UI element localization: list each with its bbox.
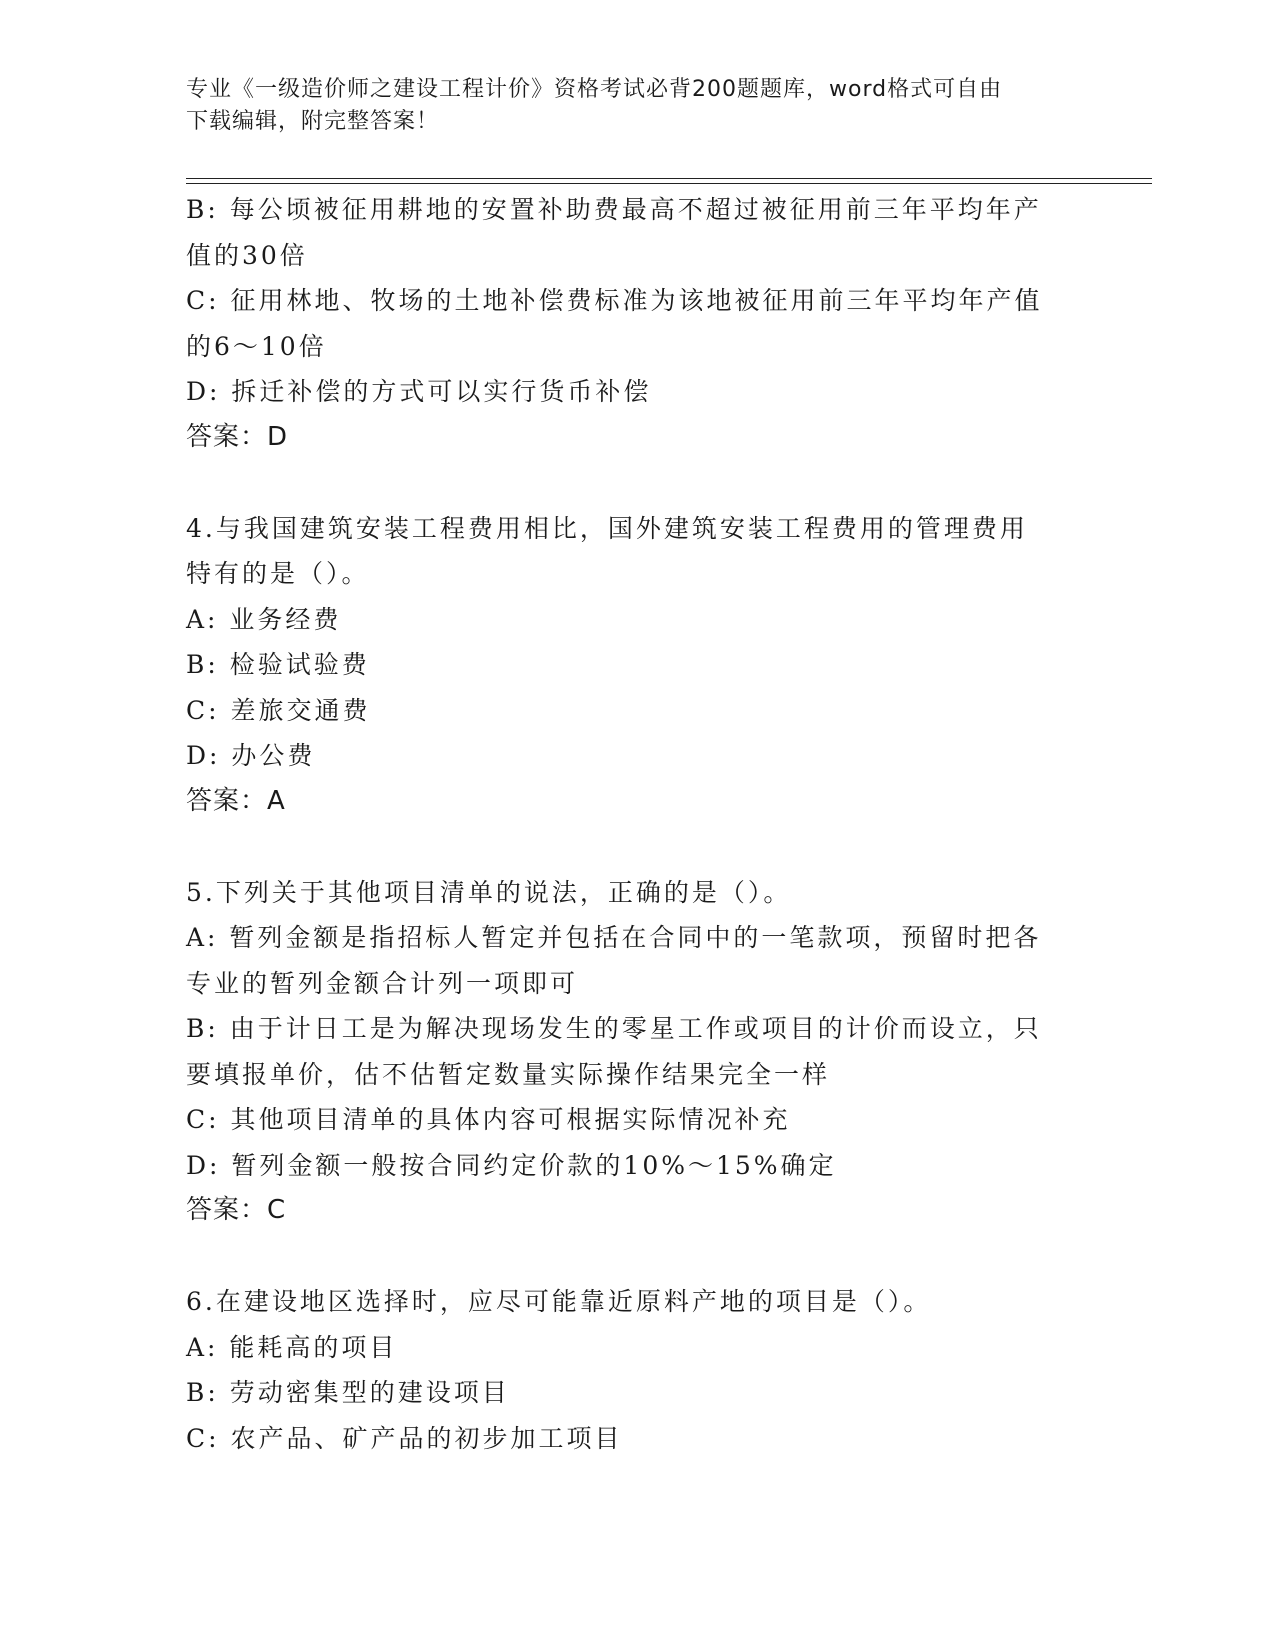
- question-4: [186, 506, 1086, 825]
- q4-stem-line-2: 特有的是（）。: [186, 559, 370, 588]
- q5-option-b-line-2: 要填报单价，估不估暂定数量实际操作结果完全一样: [186, 1059, 831, 1089]
- q5-option-a-line-1: A: 暂列金额是指招标人暂定并包括在合同中的一笔款项，预留时把各: [186, 923, 1042, 952]
- header-line-2: 下载编辑，附完整答案！: [186, 109, 440, 134]
- document-header: [186, 74, 1066, 138]
- q6-option-b: B: 劳动密集型的建设项目: [186, 1378, 510, 1407]
- spacer: [186, 460, 1086, 506]
- header-divider-top: [186, 178, 1152, 179]
- q3-option-c-line-2: 的6～10倍: [186, 331, 327, 361]
- q3-answer: 答案：D: [186, 421, 289, 452]
- spacer: [186, 824, 1086, 870]
- q5-answer: 答案：C: [186, 1195, 287, 1225]
- q5-option-d: D: 暂列金额一般按合同约定价款的10%～15%确定: [186, 1150, 837, 1180]
- q5-stem: 5.下列关于其他项目清单的说法，正确的是（）。: [186, 877, 792, 907]
- q4-answer: 答案：A: [186, 785, 286, 816]
- question-5: [186, 870, 1086, 1234]
- q6-stem: 6.在建设地区选择时，应尽可能靠近原料产地的项目是（）。: [186, 1287, 932, 1316]
- q4-option-c: C: 差旅交通费: [186, 695, 371, 725]
- header-divider-bottom: [186, 183, 1152, 184]
- q5-option-c: C: 其他项目清单的具体内容可根据实际情况补充: [186, 1105, 791, 1134]
- header-line-1: 专业《一级造价师之建设工程计价》资格考试必背200题题库，word格式可自由: [186, 77, 1003, 102]
- q5-option-a-line-2: 专业的暂列金额合计列一项即可: [186, 968, 579, 998]
- q3-option-d: D: 拆迁补偿的方式可以实行货币补偿: [186, 377, 652, 406]
- document-body: [186, 187, 1086, 1461]
- q3-option-b-line-2: 值的30倍: [186, 240, 308, 270]
- q6-option-a: A: 能耗高的项目: [186, 1332, 398, 1362]
- q6-option-c: C: 农产品、矿产品的初步加工项目: [186, 1423, 623, 1453]
- q4-option-b: B: 检验试验费: [186, 650, 370, 679]
- question-6: [186, 1279, 1086, 1461]
- q3-option-b-line-1: B: 每公顷被征用耕地的安置补助费最高不超过被征用前三年平均年产: [186, 195, 1042, 224]
- q4-stem-line-1: 4.与我国建筑安装工程费用相比，国外建筑安装工程费用的管理费用: [186, 513, 1028, 543]
- q4-option-a: A: 业务经费: [186, 604, 342, 634]
- spacer: [186, 1234, 1086, 1280]
- q3-option-c-line-1: C: 征用林地、牧场的土地补偿费标准为该地被征用前三年平均年产值: [186, 286, 1043, 315]
- q5-option-b-line-1: B: 由于计日工是为解决现场发生的零星工作或项目的计价而设立，只: [186, 1014, 1042, 1043]
- question-3: [186, 187, 1086, 460]
- q4-option-d: D: 办公费: [186, 741, 316, 770]
